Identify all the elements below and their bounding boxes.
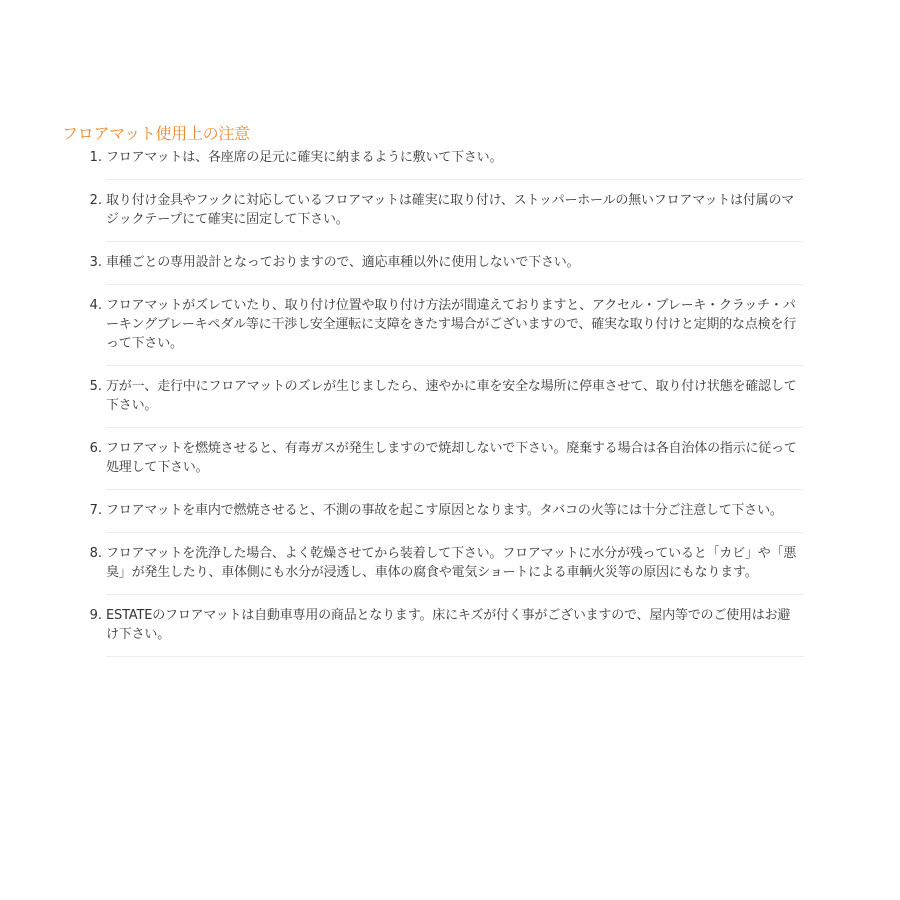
item-number: 7. (89, 503, 102, 518)
notice-item-5 (62, 377, 807, 428)
notice-item-8 (62, 544, 807, 595)
item-text: フロアマットを燃焼させると、有毒ガスが発生しますので焼却しないで下さい。廃棄する場合は各自治体の指示に従って処理して下さい。 (106, 441, 797, 475)
notice-item-4 (62, 296, 807, 366)
item-text: 取り付け金具やフックに対応しているフロアマットは確実に取り付け、ストッパーホールの無いフロアマットは付属のマジックテープにて確実に固定して下さい。 (106, 193, 795, 227)
item-text: 万が一、走行中にフロアマットのズレが生じましたら、速やかに車を安全な場所に停車させて、取り付け状態を確認して下さい。 (106, 379, 797, 413)
item-text: フロアマットは、各座席の足元に確実に納まるように敷いて下さい。 (106, 150, 503, 165)
item-text: フロアマットがズレていたり、取り付け位置や取り付け方法が間違えておりますと、アクセル・ブレーキ・クラッチ・パーキングブレーキペダル等に干渉し安全運転に支障をきたす場合がございますので、確実な取り付けと定期的な点検を行って下さい。 (106, 298, 797, 351)
item-number: 1. (89, 150, 102, 165)
notice-item-7 (62, 501, 807, 533)
item-text: フロアマットを洗浄した場合、よく乾燥させてから装着して下さい。フロアマットに水分が残っていると「カビ」や「悪臭」が発生したり、車体側にも水分が浸透し、車体の腐食や電気ショートによる車輌火災等の原因にもなります。 (106, 546, 797, 580)
item-number: 6. (89, 441, 102, 456)
item-number: 5. (89, 379, 102, 394)
notice-item-3 (62, 253, 807, 285)
item-text: フロアマットを車内で燃焼させると、不測の事故を起こす原因となります。タバコの火等には十分ご注意して下さい。 (106, 503, 783, 518)
item-number: 8. (89, 546, 102, 561)
item-number: 4. (89, 298, 102, 313)
notice-item-9 (62, 606, 807, 657)
item-number: 2. (89, 193, 102, 208)
floor-mat-notice (62, 124, 807, 668)
item-text: 車種ごとの専用設計となっておりますので、適応車種以外に使用しないで下さい。 (106, 255, 580, 270)
item-number: 9. (89, 608, 102, 623)
notice-item-1 (62, 148, 807, 180)
notice-list (62, 148, 807, 657)
notice-title: フロアマット使用上の注意 (62, 124, 250, 143)
item-number: 3. (89, 255, 102, 270)
notice-item-6 (62, 439, 807, 490)
notice-item-2 (62, 191, 807, 242)
item-text: ESTATEのフロアマットは自動車専用の商品となります。床にキズが付く事がございますので、屋内等でのご使用はお避け下さい。 (106, 608, 791, 642)
